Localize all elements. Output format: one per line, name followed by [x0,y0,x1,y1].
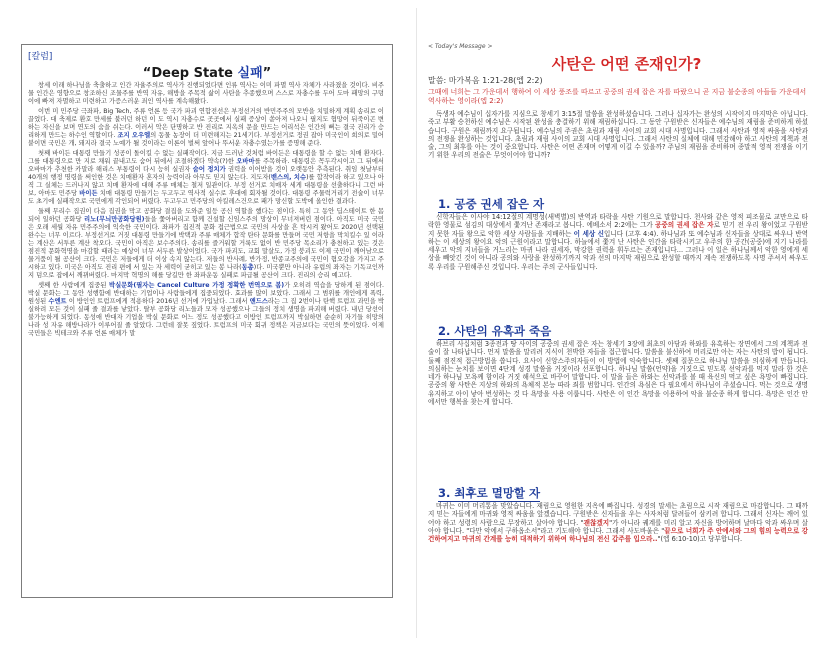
section-body-1: 신학자들은 이사야 14:12절의 계명성(새벽별)의 반역과 타락을 사탄 기원으로 말합니다. 천사와 같은 영적 피조물로 교만으로 타락한 영물로 섬김의 대상에서 쫓겨난 존재라고 봅니다. 에베소서 2:2에는 그가 공중의 권세 잡은 자로 믿기 전 우리 왕이었고 구원받지 못한 자들 왕으로 악한 세상 사람들을 지배하는 이 세상 신입니다 (고후 4:4). 하나님과 또 예수님과 신자들을 상대로 싸우나 반역하는 이 세상의 왕이요 악의 근원이라고 말합니다. 하늘에서 쫓겨 난 사탄은 인간을 타락시키고 우주의 한 공간(공중)에 지기 나라를 세우고 악의 지녀들을 거느리는 마귀 나라 권세자, 막강한 권력을 휘두르는 존재입니다... 그러나 이 일은 하나님께서 악한 영에게 세상을 빼앗긴 것이 아니라 공의와 사랑을 완성하기까지 악과 선의 마지막 재림으로 완성할 때까지 계속 전쟁하도록 사명 주셔서 싸우도록 우리를 구원해주신 것입니다. 우리는 주의 군사들입니다. [428,213,808,271]
column-paragraph-3: 첫째 바이든 대통령 만들기 성공이 돌이킬 수 없는 실패작이다. 지금 드러난 것처럼 바이든은 대통령을 할 수 없는 치매 환자다. 그를 대통령으로 만 지로 채워 끝내고도 숨어 뒤에서 조절하겠다 약속(?)한 오바마를 주목하라. 대통령은 꼭두각시이고 그 뒤에서 오바마가 추천한 카말라 해리스 부통령이 다시 능히 실권자 숨어 정치가 권력을 이어받을 것이 오랫동안 추측된다. 취임 첫날부터 40개의 행정 명령을 써인한 것은 치매환자 혼자의 능력이라 아무도 믿지 않는다. 지도자(밴스의, 치슈)를 합작이라 하고 있으나 아직 그 실체는 드러나지 않고 치매 환자에 대해 주류 매체는 철저 일관이다. 부정 선거로 치매자 세게 대통령을 선출하다니 그런 바보, 아마도 민주당 바이든 치매 대통령 만들기는 두고두고 역사적 실수로 후대에 회자될 것이다. 대통령 주물럭거리기 전술이 너무도 초기에 실패작으로 국민에게 각인되어 버렸다. 두고두고 민주당의 아킬레스건으로 패가 망신할 도박에 올인한 결과다. [28,150,385,205]
sermon-header: < Today's Message > [428,43,493,50]
column-title: “Deep State 실패” [142,66,272,81]
column-paragraph-2: 이번 미 민주당 극좌파, Big Tech, 주류 언론 등 국가 파괴 연합전선은 부정선거의 반민주주의 모반을 치밀하게 계획 송리로 이끌었다. 대 축제로 환호 만세를 불러던 하던 이 도 역시 자충수로 곳곳에서 실패 증상이 쏟아져 나오니 필지도 협망이 뒤죽이곤 변하는 자신을 보며 연도의 숨을 쉬는다. 이러서 악은 단명하고 반 진리로 지옥의 문을 만드는 어리석은 인간의 뻐는 결국 진리가 승리하게 만드는 하수인 역할이다. 조지 오우엘의 동물 농장이 더 미련해지는 21세기다. 부정선거로 정권 잡아 미국인이 희의로 밀어붙이면 국민은 개, 돼지라 결국 노예가 될 것이라는 이론이 벌써 앞어나 뚜서운 자충수였는가를 증명해 준다. [28,108,384,147]
column-body [28,82,384,340]
sermon-intro: 독생자 예수님이 십자가를 지심으로 창세기 3:15절 말씀을 완성하셨습니다. 그러나 십자가는 완성의 시작이지 마지막은 아닙니다. 죽고 부활 승천하신 예수님은 시작된 완성을 충결하기 위해 재림하십니다. 그 동안 구원받은 신자들은 예수님의 재림을 준비하게 하셨습니다. 구원은 재림까지 요구됩니다. 예수님의 주권은 초림과 재림 사이의 교회 시대 사명입니다. 그래서 사탄과 영적 싸움을 사탄과의 전쟁을 완성하는 것입니다. 초림과 재림 사이의 교회 시대 사명입니다. 그래서 사탄의 실체에 대해 민감해야 하고 사탄의 계책과 전술, 그의 최후를 아는 것이 중요합니다. 사탄은 어떤 존재며 어떻게 이길 수 있을까? 주님의 재림을 준비하며 종말적 영적 전쟁을 이기기 위한 우리의 전술은 무엇이어야 합니까? [428,110,808,160]
column-paragraph-1: 창세 이래 하나님을 축출하고 인간 자율주의로 역사가 진행되었다면 인류 역사는 이미 파멸 역사 자체가 사라졌을 것이다. 비주물 인간은 영향으로 창조하신 조물주를 반역 자유, 해방을 주목적 삶이 사탄을 추종했으며 스스로 자충수를 두어 도마 패망의 구덩이에 빠져 자멸하고 미련하고 가증스러운 죄인 역사를 계속해왔다. [28,82,384,105]
section-body-2: 하브리 사십처럼 3종전과 땅 사이의 공중의 권세 잡은 자는 창세기 3장에 최초의 아담과 하와를 유혹하는 장면에서 그의 계책과 전술이 잘 나타납니다. 먼저 말씀을 말리려 지식이 천박한 자들을 접근합니다. 말씀을 불신하여 머리로만 아는 자는 사탄의 밥이 됩니다. 둘째 점진적 접근방법을 씁니다. 요사이 신앙스주의자들이 이 방법에 익숙합니다. 셋째 질문으로 하나님 말씀을 의심하게 만듭니다. 의심하는 눈치를 보이면 4단계 성경 말씀을 거짓이라 선포합니다. 하나님 말씀(언약)을 거짓으로 믿도록 선악과를 먹지 말라 한 것은 네가 하나님 모욕께 함이라 거짓 해석으로 바꾸어 말합니다. 이 말을 들은 하와는 선악과를 볼 때 육신의 먹고 싶은 욕망이 빠집니다. 공중의 왕 사탄은 지상의 하와의 욕체적 본능 따라 죄를 범합니다. 인간의 욕심은 다 필요에서 하나님이 주셨습니다. 먹는 것으로 생명 유지하고 아이 낳아 번성하는 것 다 욕망을 사용 이룹니다. 사탄은 이 인간 욕망을 이용하여 악을 불순종 하게 합니다. 욕망은 인간 안에서만 행복을 찾는게 합니다. [428,340,808,407]
sermon-title: 사탄은 어떤 존재인가? [551,55,702,73]
column-tag: [칼럼] [28,52,53,62]
page-divider [416,8,417,638]
scripture-quote: 그때에 너희는 그 가운데서 행하여 이 세상 풍조를 따르고 공중의 권세 잡은 자를 따랐으니 곧 지금 불순종의 아들들 가운데서 역사하는 영이라(엡 2:2) [428,88,807,105]
section-heading-1: 1. 공중 권세 잡은 자 [438,197,545,211]
section-heading-2: 2. 사탄의 유혹과 죽음 [438,324,552,338]
column-page [0,0,417,645]
column-paragraph-5: 셋째 한 사람에게 집중된 박실문화(필자는 Cancel Culture 가정 정확한 번역으로 봄)가 오히려 역습을 당하게 된 점이다. 박실 문화는 그 동안 성행함에 반대하는 기업이나 사람들에게 집중되었다. 효과를 많이 보았다. 그래서 그 범위를 개인에게 폭력, 원성된 수엔트 이 방인인 트럼프에게 적용하다 2016년 선거에 가입났다. 그래서 앤드스라는 그 집 2번이나 탄핵 트럼프 과민을 박실하려 모든 것이 실패 줄 결과를 낳았다. 탈부 공화당 리노들과 모자 성공했으나 그들의 정치 생명을 파괴해 버렸다. 내년 당선이 불가능하게 되었다. 동성애 반대자 기업을 박실 문화로 어느 정도 성공했다고 이방인 트럼프까지 박실하면 순순히 자기들 히망의 나라 성 자유 해방나라가 이루어질 줄 알았다. 그런데 잘못 짚었다. 트럼프의 미국 회귀 정책은 지금보다는 국민의 뜻이었다. 이제 국민들은 빅테크와 주류 언론 매체가 말 [28,282,385,337]
column-paragraph-4: 둘째 무리수 집권이 다음 집권을 막고 공화당 결집을 도와준 일등 공신 역할을 했다는 점이다. 특히 그 동안 딥스테이트 한 몸 되어 일하던 공화당 리노(무늬만공화당원)들을 쫓아버리고 함께 건설할 신임스주의 망상이 무너져버린 점이다. 아직도 미국 국민은 오래 세월 자유 민주주의에 익숙한 국민이다. 좌파가 집진적 문화 접근법으로 국민의 사상을 흔 탁시켜 왔어도 2020년 선택된 완수는 너무 이르다. 부정선거로 거짓 대통령 만들기에 박택과 주류 매체가 합작 탄타 문화를 만들며 국민 저항을 막치킬수 있 이라는 계산은 서투른 계산 착오다. 국민이 아직은 보수주의다. 송리를 즐거워할 거룩도 없이 반 민주당 목소리가 충천하고 있는 것은 점진적 문화혁명을 마감할 때라는 예상이 너무 서두른 발상이었다. 국가 파괴도, 교회 말살도, 가정 붕괴도 이제 국민이 깨어남으로 물거품이 될 공산이 크다. 국민은 저들에게 더 이상 속지 않는다. 저들의 반사례, 반가정, 반종교주의에 국민이 혐오감을 가지고 주시하고 있다. 미국은 아직도 진리 편에 서 있는 자 세력이 굳히고 있는 봉 나라(동총)다. 미국뿐만 아니라 유럽의 좌자는 기독교인까지 덤으로 잡에서 깨뀌버렸다. 마지막 혁명의 해를 당길만 한 좌파운동 실패로 파급될 공산이 크다. 진리의 승리 예고다. [28,208,384,279]
scripture-reference: 말씀: 마가복음 1:21-28(엡 2:2) [428,76,543,85]
section-heading-3: 3. 최후로 멸망할 자 [438,486,541,500]
section-body-3: 마귀는 이미 머리통을 맞았습니다. 재림으로 영원한 지옥에 빠집니다. 성경의 말세는 초림으로 시작 재림으로 마감합니다. 그 때까지 믿는 자들에게 마귀와 영적 싸움을 앞겠습니다. 구원받은 신자들을 우는 사자처럼 달려들어 삼키려 합니다. 그래서 신자는 깨어 있어야 하고 성령의 사람으로 무장하고 살아야 합니다. "괜찮겠지"가 아니라 궤계를 미리 알고 자신을 방어하며 날마다 악과 싸우며 살아야 합니다. "다만 악에서 구하옵소서"라고 기도해야 합니다. 그래서 사도바울은 "끝으로 너희가 주 안에서와 그의 힘의 능력으로 강건하여지고 마귀의 간계를 능히 대적하기 위하여 하나님의 전신 갑주를 입으라.."(엡 6:10-10)고 당부합니다. [428,502,808,544]
